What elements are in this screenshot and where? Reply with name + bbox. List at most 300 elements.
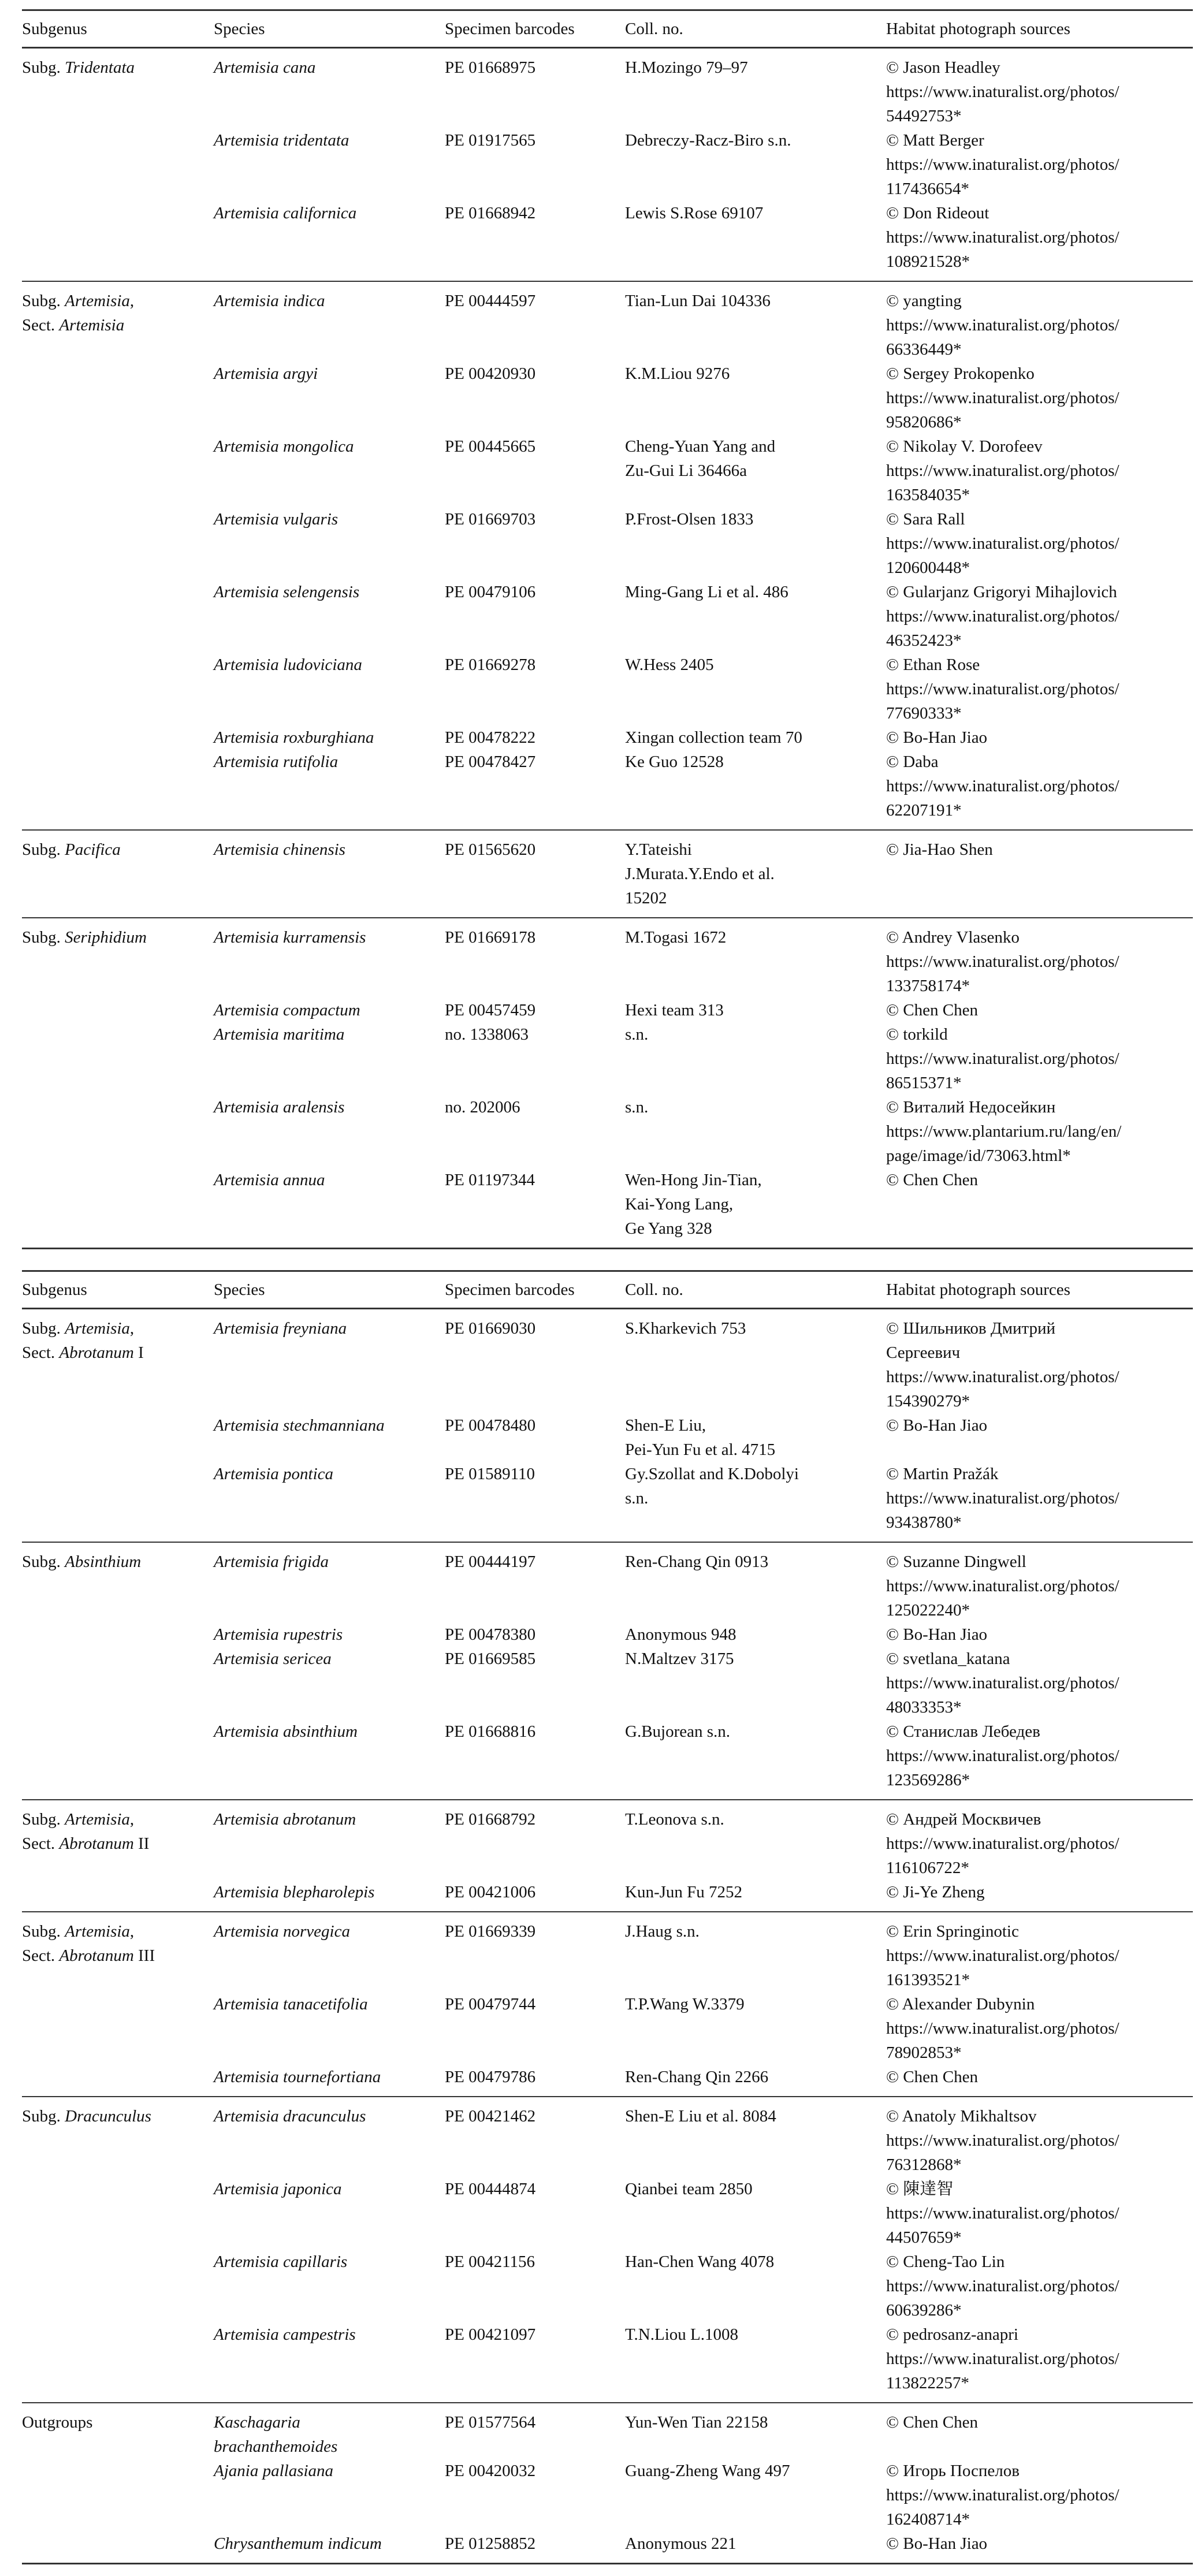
table-row [22, 1912, 1193, 1992]
habitat-source-cell [886, 918, 1193, 998]
coll-no-line: Ren-Chang Qin 2266 [625, 2068, 769, 2086]
subgenus-cell [22, 1413, 214, 1462]
subgenus-name-italic: Seriphidium [65, 928, 147, 947]
photo-source-link[interactable]: https://www.inaturalist.org/photos/ [886, 461, 1119, 480]
photo-source-link[interactable]: 116106722* [886, 1859, 969, 1877]
coll-no-line: Shen-E Liu et al. 8084 [625, 2107, 776, 2125]
barcode-cell: no. 1338063 [445, 1025, 529, 1044]
subgenus-cell [22, 1462, 214, 1542]
species-cell: Artemisia absinthium [214, 1722, 358, 1741]
subgenus-cell [22, 2532, 214, 2564]
subgenus-group [22, 1800, 1193, 1912]
header-barcodes: Specimen barcodes [445, 10, 625, 48]
coll-no-cell [625, 2322, 886, 2403]
photo-credit: © Erin Springinotic [886, 1922, 1019, 1941]
barcode-cell: PE 00444874 [445, 2180, 536, 2198]
photo-source-link[interactable]: 76312868* [886, 2156, 962, 2174]
subgenus-cell [22, 1719, 214, 1800]
subgenus-label: Subg. [22, 1319, 65, 1338]
coll-no-line: T.Leonova s.n. [625, 1810, 724, 1829]
barcode-cell: PE 01565620 [445, 840, 536, 859]
photo-source-link[interactable]: 123569286* [886, 1771, 970, 1789]
species-cell: Artemisia rutifolia [214, 753, 339, 771]
subgenus-group [22, 918, 1193, 1249]
coll-no-line: M.Togasi 1672 [625, 928, 727, 947]
photo-source-link[interactable]: 46352423* [886, 631, 962, 650]
coll-no-cell [625, 1647, 886, 1719]
habitat-source-cell [886, 2177, 1193, 2250]
photo-source-link[interactable]: 117436654* [886, 180, 969, 198]
habitat-source-cell [886, 750, 1193, 830]
header-species: Species [214, 10, 445, 48]
photo-source-link[interactable]: https://www.plantarium.ru/lang/en/ [886, 1122, 1122, 1141]
photo-credit [886, 2434, 1193, 2459]
species-cell: Artemisia ludoviciana [214, 656, 362, 674]
subgenus-cell [22, 1168, 214, 1249]
table-row [22, 2322, 1193, 2403]
subgenus-cell [22, 830, 214, 918]
habitat-source-cell [886, 1880, 1193, 1912]
subgenus-cell [22, 281, 214, 362]
barcode-cell: PE 00457459 [445, 1001, 536, 1019]
table-row [22, 2097, 1193, 2177]
subgenus-label: Outgroups [22, 2413, 93, 2432]
subgenus-cell [22, 48, 214, 129]
photo-credit: © Chen Chen [886, 1001, 978, 1019]
barcode-cell: PE 00421156 [445, 2253, 535, 2271]
photo-credit: © Jason Headley [886, 58, 1000, 77]
subgenus-cell [22, 2322, 214, 2403]
table-row [22, 48, 1193, 129]
photo-credit: © Ethan Rose [886, 656, 980, 674]
subgenus-cell [22, 1880, 214, 1912]
photo-credit: © Шильников Дмитрий [886, 1319, 1056, 1338]
photo-source-link[interactable]: https://www.inaturalist.org/photos/ [886, 1577, 1119, 1595]
subgenus-name-italic: Artemisia [59, 316, 125, 334]
photo-source-link[interactable]: https://www.inaturalist.org/photos/ [886, 534, 1119, 553]
coll-no-line: Zu-Gui Li 36466a [625, 461, 747, 480]
table-row [22, 2065, 1193, 2097]
table-row [22, 434, 1193, 507]
barcode-cell: PE 00421006 [445, 1883, 536, 1901]
subgenus-cell [22, 1622, 214, 1647]
table-row [22, 201, 1193, 281]
photo-source-link[interactable]: https://www.inaturalist.org/photos/ [886, 2277, 1119, 2295]
photo-credit: © Andrey Vlasenko [886, 928, 1020, 947]
coll-no-cell [625, 1168, 886, 1249]
subgenus-name-italic: Pacifica [65, 840, 121, 859]
subgenus-label: Subg. [22, 2107, 65, 2125]
photo-source-link[interactable]: https://www.inaturalist.org/photos/ [886, 1489, 1119, 1507]
photo-source-link[interactable]: https://www.inaturalist.org/photos/ [886, 1747, 1119, 1765]
coll-no-cell [625, 830, 886, 918]
barcode-cell: PE 00420032 [445, 2462, 536, 2480]
subgenus-name-italic: Dracunculus [65, 2107, 151, 2125]
photo-source-link[interactable]: 95820686* [886, 413, 962, 431]
photo-source-link[interactable]: 108921528* [886, 252, 970, 271]
species-cell: Artemisia annua [214, 1171, 325, 1189]
photo-credit: © svetlana_katana [886, 1650, 1010, 1668]
header-barcodes: Specimen barcodes [445, 1271, 625, 1309]
coll-no-line: Ren-Chang Qin 0913 [625, 1553, 769, 1571]
photo-source-link[interactable]: 60639286* [886, 2301, 962, 2320]
coll-no-line: Tian-Lun Dai 104336 [625, 292, 771, 310]
photo-credit: © Gularjanz Grigoryi Mihajlovich [886, 583, 1117, 601]
subgenus-cell [22, 1542, 214, 1622]
coll-no-cell [625, 1462, 886, 1542]
species-cell: Artemisia cana [214, 58, 316, 77]
barcode-cell: PE 00478427 [445, 753, 536, 771]
barcode-cell: PE 01668816 [445, 1722, 536, 1741]
species-cell [214, 2403, 445, 2459]
photo-source-link[interactable]: 154390279* [886, 1392, 970, 1410]
species-cell: Artemisia capillaris [214, 2253, 348, 2271]
species-cell: Artemisia maritima [214, 1025, 345, 1044]
coll-no-line: Shen-E Liu, [625, 1416, 706, 1435]
photo-source-link[interactable]: 125022240* [886, 1601, 970, 1620]
photo-source-link[interactable]: https://www.inaturalist.org/photos/ [886, 2486, 1119, 2504]
species-cell: Artemisia campestris [214, 2325, 356, 2344]
photo-credit: © Андрей Москвичев [886, 1810, 1042, 1829]
coll-no-line: Gy.Szollat and K.Dobolyi [625, 1465, 799, 1483]
subgenus-cell [22, 1912, 214, 1992]
subgenus-name-italic: Artemisia [65, 1922, 130, 1941]
subgenus-group [22, 1542, 1193, 1800]
subgenus-label: Sect. [22, 316, 59, 334]
photo-source-link[interactable]: https://www.inaturalist.org/photos/ [886, 155, 1119, 174]
photo-credit: Сергеевич [886, 1343, 961, 1362]
table-row [22, 1022, 1193, 1095]
species-cell: Artemisia norvegica [214, 1922, 350, 1941]
species-line: brachanthemoides [214, 2437, 338, 2456]
coll-no-line: s.n. [625, 1098, 649, 1116]
photo-credit: © Nikolay V. Dorofeev [886, 437, 1043, 456]
habitat-source-cell [886, 998, 1193, 1022]
photo-source-link[interactable]: https://www.inaturalist.org/photos/ [886, 777, 1119, 795]
coll-no-cell [625, 1800, 886, 1880]
table-row [22, 1462, 1193, 1542]
photo-credit: © Suzanne Dingwell [886, 1553, 1026, 1571]
subgenus-cell [22, 2065, 214, 2097]
table-row [22, 1719, 1193, 1800]
subgenus-cell [22, 128, 214, 201]
subgenus-name-italic: Abrotanum [59, 1343, 134, 1362]
coll-no-line: Kai-Yong Lang, [625, 1195, 734, 1213]
subgenus-cell [22, 725, 214, 750]
species-cell: Artemisia tridentata [214, 131, 349, 150]
coll-no-line: P.Frost-Olsen 1833 [625, 510, 754, 528]
coll-no-line: Debreczy-Racz-Biro s.n. [625, 131, 791, 150]
subgenus-cell [22, 750, 214, 830]
photo-source-link[interactable]: https://www.inaturalist.org/photos/ [886, 1049, 1119, 1068]
photo-source-link[interactable]: 162408714* [886, 2510, 970, 2529]
photo-source-link[interactable]: 44507659* [886, 2228, 962, 2247]
coll-no-cell [625, 998, 886, 1022]
table-row [22, 281, 1193, 362]
subgenus-group [22, 48, 1193, 282]
table-row [22, 1309, 1193, 1414]
habitat-source-cell [886, 1719, 1193, 1800]
photo-credit: © Alexander Dubynin [886, 1995, 1035, 2013]
subgenus-cell [22, 507, 214, 580]
table-row [22, 1992, 1193, 2065]
coll-no-line: Hexi team 313 [625, 1001, 724, 1019]
table-row [22, 1413, 1193, 1462]
subgenus-cell [22, 2097, 214, 2177]
photo-credit: © 陳達智 [886, 2180, 954, 2198]
photo-source-link[interactable]: 133758174* [886, 977, 970, 995]
subgenus-name-italic: Abrotanum [59, 1834, 134, 1853]
table-row [22, 2459, 1193, 2532]
table-row [22, 750, 1193, 830]
table-row [22, 507, 1193, 580]
habitat-source-cell [886, 1462, 1193, 1542]
photo-source-link[interactable]: 77690333* [886, 704, 962, 723]
table-row [22, 918, 1193, 998]
photo-source-link[interactable]: https://www.inaturalist.org/photos/ [886, 83, 1119, 101]
habitat-source-cell [886, 653, 1193, 725]
photo-credit: © Bo-Han Jiao [886, 1625, 988, 1644]
photo-source-link[interactable]: 54492753* [886, 107, 962, 125]
photo-credit: © Chen Chen [886, 2413, 978, 2432]
species-cell: Artemisia pontica [214, 1465, 334, 1483]
photo-source-link[interactable]: 161393521* [886, 1971, 970, 1989]
coll-no-line: Wen-Hong Jin-Tian, [625, 1171, 762, 1189]
habitat-source-cell [886, 2097, 1193, 2177]
photo-source-link[interactable]: 86515371* [886, 1074, 962, 1092]
header-habitat-sources: Habitat photograph sources [886, 10, 1193, 48]
habitat-source-cell [886, 1647, 1193, 1719]
coll-no-cell [625, 580, 886, 653]
header-subgenus: Subgenus [22, 10, 214, 48]
subgenus-cell [22, 2250, 214, 2322]
coll-no-line: H.Mozingo 79–97 [625, 58, 748, 77]
barcode-cell: PE 01669585 [445, 1650, 536, 1668]
subgenus-label: Subg. [22, 58, 65, 77]
subgenus-cell [22, 918, 214, 998]
photo-credit: © yangting [886, 292, 962, 310]
species-cell: Artemisia californica [214, 204, 357, 222]
photo-source-link[interactable]: https://www.inaturalist.org/photos/ [886, 316, 1119, 334]
photo-source-link[interactable]: https://www.inaturalist.org/photos/ [886, 680, 1119, 698]
habitat-source-cell [886, 48, 1193, 129]
barcode-cell: PE 00420930 [445, 364, 536, 383]
subgenus-group [22, 830, 1193, 918]
coll-no-line: N.Maltzev 3175 [625, 1650, 734, 1668]
photo-source-link[interactable]: https://www.inaturalist.org/photos/ [886, 1674, 1119, 1692]
photo-credit: © Chen Chen [886, 1171, 978, 1189]
photo-credit: © Anatoly Mikhaltsov [886, 2107, 1037, 2125]
subgenus-cell [22, 1095, 214, 1168]
subgenus-cell [22, 1309, 214, 1414]
table-row [22, 1095, 1193, 1168]
subgenus-cell [22, 1647, 214, 1719]
table-row [22, 580, 1193, 653]
photo-credit: © torkild [886, 1025, 948, 1044]
table-row [22, 128, 1193, 201]
barcode-cell: PE 00478480 [445, 1416, 536, 1435]
species-cell: Artemisia dracunculus [214, 2107, 366, 2125]
barcode-cell: PE 00479744 [445, 1995, 536, 2013]
photo-source-link[interactable]: 48033353* [886, 1698, 962, 1717]
photo-source-link[interactable]: https://www.inaturalist.org/photos/ [886, 228, 1119, 247]
subgenus-label: , [129, 292, 135, 310]
coll-no-cell [625, 653, 886, 725]
habitat-source-cell [886, 201, 1193, 281]
habitat-source-cell [886, 1542, 1193, 1622]
table-row [22, 362, 1193, 434]
table-row [22, 1622, 1193, 1647]
barcode-cell: PE 01197344 [445, 1171, 535, 1189]
photo-source-link[interactable]: 163584035* [886, 486, 970, 504]
habitat-source-cell [886, 2532, 1193, 2564]
barcode-cell: PE 01917565 [445, 131, 536, 150]
barcode-cell: PE 00478380 [445, 1625, 536, 1644]
subgenus-cell [22, 1022, 214, 1095]
coll-no-cell [625, 2403, 886, 2459]
table-row [22, 830, 1193, 918]
photo-source-link[interactable]: https://www.inaturalist.org/photos/ [886, 389, 1119, 407]
coll-no-line: Han-Chen Wang 4078 [625, 2253, 775, 2271]
photo-credit: © Ji-Ye Zheng [886, 1883, 985, 1901]
photo-credit: © Bo-Han Jiao [886, 728, 988, 747]
photo-source-link[interactable]: 78902853* [886, 2043, 962, 2062]
habitat-source-cell [886, 1168, 1193, 1249]
subgenus-label: Subg. [22, 1553, 65, 1571]
photo-source-link[interactable]: 62207191* [886, 801, 962, 820]
subgenus-cell [22, 580, 214, 653]
subgenus-cell [22, 434, 214, 507]
coll-no-cell [625, 1912, 886, 1992]
barcode-cell: PE 01669178 [445, 928, 536, 947]
habitat-source-cell [886, 1309, 1193, 1414]
photo-source-link[interactable]: https://www.inaturalist.org/photos/ [886, 2131, 1119, 2150]
coll-no-line: 15202 [625, 889, 667, 907]
coll-no-cell [625, 750, 886, 830]
species-cell: Artemisia sericea [214, 1650, 332, 1668]
subgenus-label: Subg. [22, 292, 65, 310]
table-row [22, 2532, 1193, 2564]
barcode-cell: PE 00421462 [445, 2107, 536, 2125]
barcode-cell: PE 00444197 [445, 1553, 536, 1571]
photo-source-link[interactable]: 120600448* [886, 559, 970, 577]
species-cell: Artemisia tanacetifolia [214, 1995, 368, 2013]
habitat-source-cell [886, 434, 1193, 507]
table-row [22, 653, 1193, 725]
photo-credit: © Jia-Hao Shen [886, 840, 993, 859]
barcode-cell: PE 01668792 [445, 1810, 536, 1829]
barcode-cell: PE 01669703 [445, 510, 536, 528]
subgenus-cell [22, 2403, 214, 2459]
subgenus-label: , [129, 1319, 135, 1338]
coll-no-cell [625, 2097, 886, 2177]
barcode-cell: PE 01577564 [445, 2413, 536, 2432]
habitat-source-cell [886, 1095, 1193, 1168]
subgenus-group [22, 1309, 1193, 1543]
coll-no-line: Cheng-Yuan Yang and [625, 437, 776, 456]
subgenus-label: Sect. [22, 1834, 59, 1853]
photo-source-link[interactable]: 66336449* [886, 340, 962, 359]
photo-source-link[interactable]: https://www.inaturalist.org/photos/ [886, 2019, 1119, 2038]
subgenus-group [22, 1912, 1193, 2097]
coll-no-cell [625, 1095, 886, 1168]
coll-no-line: Xingan collection team 70 [625, 728, 802, 747]
coll-no-line: G.Bujorean s.n. [625, 1722, 731, 1741]
coll-no-cell [625, 1413, 886, 1462]
habitat-source-cell [886, 1992, 1193, 2065]
habitat-source-cell [886, 2065, 1193, 2097]
barcode-cell: PE 01669278 [445, 656, 536, 674]
coll-no-line: K.M.Liou 9276 [625, 364, 730, 383]
coll-no-cell [625, 1719, 886, 1800]
barcode-cell: PE 00479786 [445, 2068, 536, 2086]
species-cell: Artemisia mongolica [214, 437, 354, 456]
barcode-cell: PE 01669030 [445, 1319, 536, 1338]
photo-source-link[interactable]: https://www.inaturalist.org/photos/ [886, 607, 1119, 626]
coll-no-cell [625, 918, 886, 998]
subgenus-name-italic: Artemisia [65, 292, 130, 310]
coll-no-line: Ming-Gang Li et al. 486 [625, 583, 788, 601]
photo-source-link[interactable]: 113822257* [886, 2374, 969, 2392]
subgenus-cell [22, 653, 214, 725]
photo-source-link[interactable]: https://www.inaturalist.org/photos/ [886, 952, 1119, 971]
habitat-source-cell [886, 281, 1193, 362]
coll-no-cell [625, 281, 886, 362]
species-cell: Artemisia frigida [214, 1553, 329, 1571]
coll-no-line: S.Kharkevich 753 [625, 1319, 746, 1338]
header-habitat-sources: Habitat photograph sources [886, 1271, 1193, 1309]
header-subgenus: Subgenus [22, 1271, 214, 1309]
habitat-source-cell [886, 580, 1193, 653]
subgenus-group [22, 281, 1193, 830]
photo-source-link[interactable]: 93438780* [886, 1513, 962, 1532]
specimen-table-part-2 [22, 1270, 1193, 2564]
photo-source-link[interactable]: https://www.inaturalist.org/photos/ [886, 1946, 1119, 1965]
habitat-source-cell [886, 507, 1193, 580]
coll-no-cell [625, 725, 886, 750]
photo-source-link[interactable]: https://www.inaturalist.org/photos/ [886, 2204, 1119, 2223]
photo-source-link[interactable]: https://www.inaturalist.org/photos/ [886, 1368, 1119, 1386]
species-cell: Ajania pallasiana [214, 2462, 334, 2480]
coll-no-cell [625, 434, 886, 507]
species-cell: Chrysanthemum indicum [214, 2534, 382, 2553]
subgenus-label: Subg. [22, 840, 65, 859]
habitat-source-cell [886, 362, 1193, 434]
barcode-cell: PE 00445665 [445, 437, 536, 456]
coll-no-line: T.P.Wang W.3379 [625, 1995, 745, 2013]
table-row [22, 2250, 1193, 2322]
photo-source-link[interactable]: https://www.inaturalist.org/photos/ [886, 2350, 1119, 2368]
photo-credit: © Игорь Поспелов [886, 2462, 1020, 2480]
photo-credit: © Martin Pražák [886, 1465, 999, 1483]
barcode-cell: PE 01668975 [445, 58, 536, 77]
species-cell: Artemisia freyniana [214, 1319, 347, 1338]
subgenus-name-italic: Artemisia [65, 1810, 130, 1829]
coll-no-cell [625, 128, 886, 201]
species-cell: Artemisia vulgaris [214, 510, 339, 528]
coll-no-cell [625, 1992, 886, 2065]
coll-no-line: Ge Yang 328 [625, 1219, 712, 1238]
subgenus-group [22, 2403, 1193, 2564]
photo-source-link[interactable]: https://www.inaturalist.org/photos/ [886, 1834, 1119, 1853]
photo-credit: © Bo-Han Jiao [886, 1416, 988, 1435]
subgenus-cell [22, 2459, 214, 2532]
coll-no-cell [625, 201, 886, 281]
habitat-source-cell [886, 1912, 1193, 1992]
photo-source-link[interactable]: page/image/id/73063.html* [886, 1146, 1071, 1165]
subgenus-name-italic: Tridentata [65, 58, 135, 77]
coll-no-line: Anonymous 948 [625, 1625, 737, 1644]
